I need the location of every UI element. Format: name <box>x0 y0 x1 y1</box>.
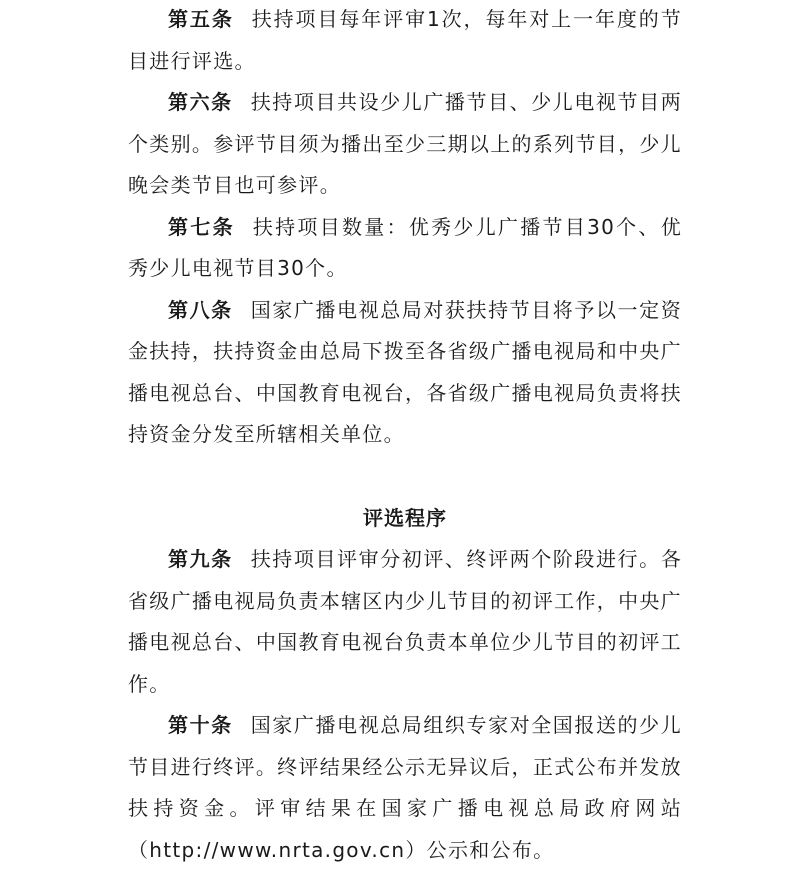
article-label: 第八条 <box>168 297 233 322</box>
section-title: 评选程序 <box>363 505 447 530</box>
article-text: 扶持项目数量：优秀少儿广播节目30个、优秀少儿电视节目30个。 <box>128 214 683 280</box>
document-page <box>128 0 682 871</box>
article-label: 第九条 <box>168 547 233 571</box>
article-label: 第七条 <box>168 214 235 239</box>
article-text: 扶持项目共设少儿广播节目、少儿电视节目两个类别。参评节目须为播出至少三期以上的系列节目，少儿晚会类节目也可参评。 <box>128 90 682 197</box>
article-text: 扶持项目评审分初评、终评两个阶段进行。各省级广播电视局负责本辖区内少儿节目的初评工作，中央广播电视总台、中国教育电视台负责本单位少儿节目的初评工作。 <box>128 547 682 696</box>
article-8 <box>128 290 682 456</box>
article-5 <box>128 0 682 82</box>
article-label: 第六条 <box>168 90 233 114</box>
article-10 <box>128 705 682 871</box>
article-label: 第五条 <box>168 7 234 31</box>
article-text: 扶持项目每年评审1次，每年对上一年度的节目进行评选。 <box>128 7 682 73</box>
article-label: 第十条 <box>168 713 233 737</box>
article-text: 国家广播电视总局对获扶持节目将予以一定资金扶持，扶持资金由总局下拨至各省级广播电视局和中央广播电视总台、中国教育电视台，各省级广播电视局负责将扶持资金分发至所辖相关单位。 <box>128 297 682 446</box>
article-7 <box>128 207 682 290</box>
article-9 <box>128 539 682 705</box>
article-6 <box>128 82 682 207</box>
article-text: 国家广播电视总局组织专家对全国报送的少儿节目进行终评。终评结果经公示无异议后，正式公布并发放扶持资金。评审结果在国家广播电视总局政府网站（http://www.nrta.gov.cn）公示和公布。 <box>128 713 682 862</box>
